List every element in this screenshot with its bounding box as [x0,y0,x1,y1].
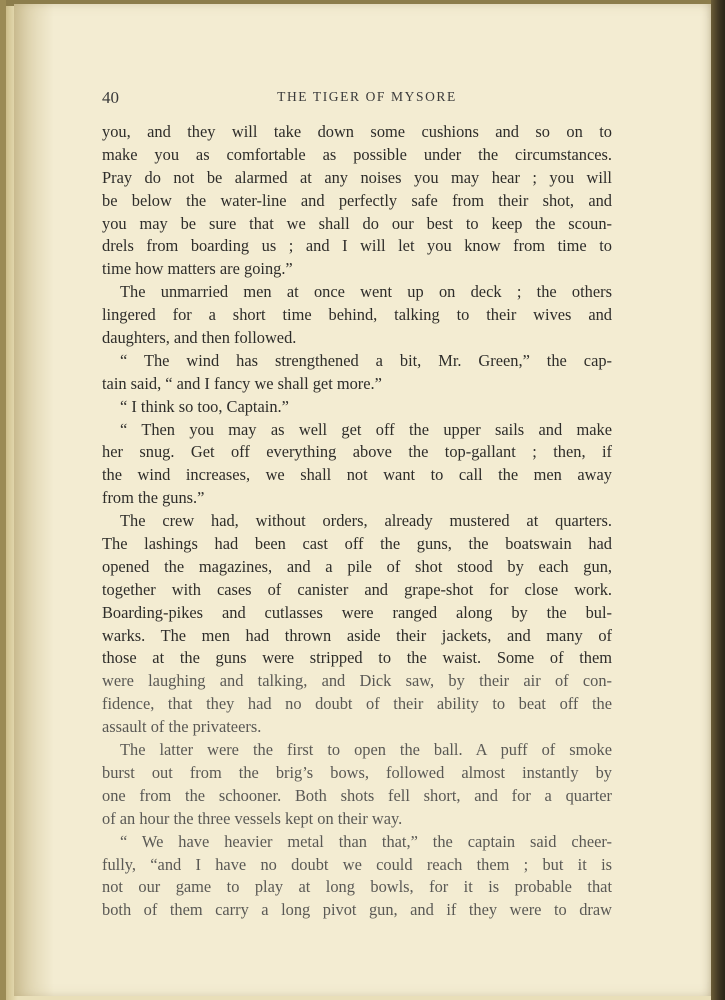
text-line: not our game to play at long bowls, for it is probable that [102,877,612,897]
text-line: her snug. Get off everything above the top-gallant ; then, if [102,442,612,462]
text-line: from the guns.” [102,488,205,508]
text-line: “ The wind has strengthened a bit, Mr. Green,” the cap- [120,350,612,370]
text-line: those at the guns were stripped to the waist. Some of them [102,648,612,668]
running-title: THE TIGER OF MYSORE [277,89,457,104]
text-line: you, and they will take down some cushions and so on to [102,122,612,141]
text-line: opened the magazines, and a pile of shot stood by each gun, [102,556,612,576]
text-line: together with cases of canister and grape-shot for close work. [102,579,612,599]
text-line: The crew had, without orders, already mustered at quarters. [120,511,612,531]
text-line: burst out from the brig’s bows, followed almost instantly by [102,762,612,782]
text-line: make you as comfortable as possible under the circumstances. [102,144,612,164]
text-line: one from the schooner. Both shots fell short, and for a quarter [102,785,612,805]
text-line: the wind increases, we shall not want to call the men away [102,465,612,485]
page-number: 40 [102,88,119,107]
text-line: Pray do not be alarmed at any noises you may hear ; you will [102,167,612,187]
text-line: warks. The men had thrown aside their jackets, and many of [102,625,612,645]
text-line: Boarding-pikes and cutlasses were ranged along by the bul- [102,602,612,622]
text-line: time how matters are going.” [102,259,293,279]
text-line: tain said, “ and I fancy we shall get more.” [102,373,382,393]
text-line: both of them carry a long pivot gun, and if they were to draw [102,900,612,920]
text-line: were laughing and talking, and Dick saw, by their air of con- [102,671,612,691]
text-line: assault of the privateers. [102,717,262,737]
body-text [102,121,612,922]
text-line: “ We have heavier metal than that,” the captain said cheer- [120,831,612,851]
text-line: fidence, that they had no doubt of their ability to beat off the [102,694,612,714]
book-left-edge [0,0,6,1000]
text-line: be below the water-line and perfectly safe from their shot, and [102,190,612,210]
text-line: fully, “and I have no doubt we could reach them ; but it is [102,854,612,874]
running-head [102,88,612,112]
text-line: daughters, and then followed. [102,328,297,348]
book-right-edge [711,0,725,1000]
text-line: drels from boarding us ; and I will let you know from time to [102,236,612,256]
text-line: “ I think so too, Captain.” [120,396,289,416]
gutter-shadow [14,4,54,996]
text-line: lingered for a short time behind, talking to their wives and [102,305,612,325]
text-line: you may be sure that we shall do our best to keep the scoun- [102,213,612,233]
text-line: The unmarried men at once went up on deck ; the others [120,282,612,302]
text-line: The latter were the first to open the ball. A puff of smoke [120,740,612,760]
text-line: The lashings had been cast off the guns, the boatswain had [102,534,612,554]
text-line: “ Then you may as well get off the upper sails and make [120,419,612,439]
text-line: of an hour the three vessels kept on their way. [102,808,403,828]
